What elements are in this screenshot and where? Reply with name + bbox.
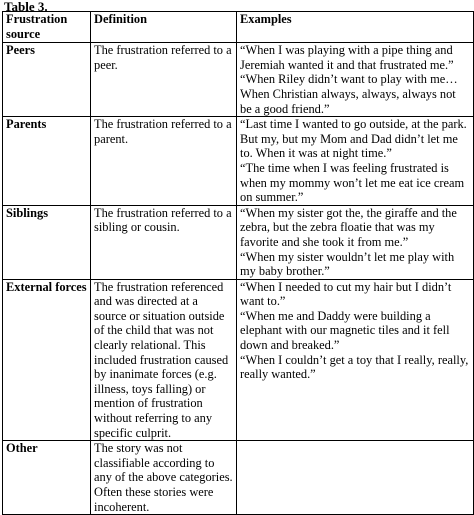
example-quote: “Last time I wanted to go outside, at the park. But my, but my Mom and Dad didn’t let me to. When it was at night time.” xyxy=(240,117,467,161)
example-quote: “When my sister wouldn’t let me play with my baby brother.” xyxy=(240,249,455,279)
frustration-source-cell: Siblings xyxy=(3,205,91,279)
frustration-source-table xyxy=(2,11,474,515)
examples-cell xyxy=(237,441,474,515)
table-row xyxy=(3,441,474,515)
frustration-source-cell: Peers xyxy=(3,43,91,117)
header-examples: Examples xyxy=(237,12,474,43)
header-definition: Definition xyxy=(91,12,237,43)
table-row xyxy=(3,43,474,117)
table-row xyxy=(3,279,474,441)
table-row xyxy=(3,205,474,279)
frustration-source-cell: Parents xyxy=(3,117,91,206)
example-quote: “When my sister got the, the giraffe and the zebra, but the zebra floatie that was my favorite and she took it from me.” xyxy=(240,205,457,249)
example-quote: “When Riley didn’t want to play with me…When Christian always, always, always not be a good friend.” xyxy=(240,72,458,116)
header-frustration-source: Frustration source xyxy=(3,12,91,43)
definition-cell: The frustration referred to a sibling or cousin. xyxy=(91,205,237,279)
definition-cell: The frustration referred to a peer. xyxy=(91,43,237,117)
examples-cell xyxy=(237,117,474,206)
definition-cell: The frustration referred to a parent. xyxy=(91,117,237,206)
example-quote: “When me and Daddy were building a elephant with our magnetic tiles and it fell down and breaked.” xyxy=(240,308,450,353)
table-row xyxy=(3,117,474,206)
example-quote: “When I needed to cut my hair but I didn’t want to.” xyxy=(240,279,452,309)
examples-cell xyxy=(237,43,474,117)
frustration-source-cell: Other xyxy=(3,441,91,515)
examples-cell xyxy=(237,205,474,279)
examples-cell xyxy=(237,279,474,441)
example-quote: “When I was playing with a pipe thing and Jeremiah wanted it and that frustrated me.” xyxy=(240,43,454,72)
definition-cell: The frustration referenced and was directed at a source or situation outside of the child that was not clearly relational. This included frustration caused by inanimate forces (e.g. illness, toys falling) or mention of frustration without referring to any specific culprit. xyxy=(91,279,237,441)
table-caption: Table 3. xyxy=(4,0,48,14)
header-row xyxy=(3,12,474,43)
example-quote: “When I couldn’t get a toy that I really, really, really wanted.” xyxy=(240,352,469,382)
frustration-source-cell: External forces xyxy=(3,279,91,441)
definition-cell: The story was not classifiable according to any of the above categories. Often these stories were incoherent. xyxy=(91,441,237,515)
example-quote: “The time when I was feeling frustrated is when my mommy won’t let me eat ice cream on summer.” xyxy=(240,160,465,205)
